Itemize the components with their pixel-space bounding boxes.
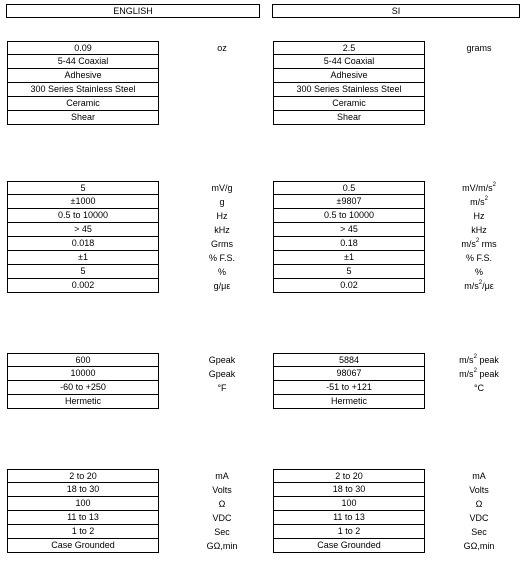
spec-unit: Gpeak <box>208 355 236 365</box>
spec-unit: Grms <box>211 239 233 249</box>
spec-value: 98067 <box>273 367 425 381</box>
spec-value: 300 Series Stainless Steel <box>273 83 425 97</box>
spec-value: 5 <box>273 265 425 279</box>
si-header: SI <box>272 4 520 18</box>
spec-unit: kHz <box>471 225 487 235</box>
spec-value: 5-44 Coaxial <box>7 55 159 69</box>
spec-value: -60 to +250 <box>7 381 159 395</box>
spec-value: Hermetic <box>7 395 159 409</box>
spec-unit: oz <box>217 43 227 53</box>
spec-value: ±1000 <box>7 195 159 209</box>
spec-value: 1 to 2 <box>7 525 159 539</box>
spec-unit: $m/s^2/\mu\varepsilon$ <box>464 280 494 291</box>
spec-value: > 45 <box>7 223 159 237</box>
spec-value: 100 <box>7 497 159 511</box>
spec-value: 2 to 20 <box>7 469 159 483</box>
spec-value: Shear <box>7 111 159 125</box>
spec-value: ±9807 <box>273 195 425 209</box>
spec-unit: VDC <box>469 513 489 523</box>
spec-unit: GΩ,min <box>206 541 238 551</box>
spec-value: 100 <box>273 497 425 511</box>
spec-unit: mV/g <box>211 183 233 193</box>
spec-unit: Volts <box>469 485 489 495</box>
spec-unit: $m/s^2$ <box>470 196 488 207</box>
spec-value: 0.02 <box>273 279 425 293</box>
spec-value: 10000 <box>7 367 159 381</box>
spec-value: Case Grounded <box>7 539 159 553</box>
spec-value: Shear <box>273 111 425 125</box>
spec-unit: % <box>217 267 226 277</box>
spec-unit: $m/s^2$ peak <box>459 354 499 365</box>
spec-unit: % <box>474 267 483 277</box>
spec-value: ±1 <box>273 251 425 265</box>
spec-value: 18 to 30 <box>273 483 425 497</box>
spec-value: 18 to 30 <box>7 483 159 497</box>
spec-unit: Hz <box>473 211 485 221</box>
spec-unit: °F <box>217 383 227 393</box>
spec-value: 5 <box>7 265 159 279</box>
spec-unit: grams <box>466 43 492 53</box>
spec-value: Adhesive <box>273 69 425 83</box>
spec-unit: Hz <box>216 211 228 221</box>
spec-unit: Ω <box>475 499 483 509</box>
spec-value: Ceramic <box>273 97 425 111</box>
spec-value: Adhesive <box>7 69 159 83</box>
spec-value: 0.18 <box>273 237 425 251</box>
spec-value: 5884 <box>273 353 425 367</box>
spec-value: 2 to 20 <box>273 469 425 483</box>
spec-unit: Gpeak <box>208 369 236 379</box>
spec-unit: $m/s^2$ peak <box>459 368 499 379</box>
spec-value: > 45 <box>273 223 425 237</box>
spec-value: Case Grounded <box>273 539 425 553</box>
spec-value: 11 to 13 <box>7 511 159 525</box>
spec-value: Hermetic <box>273 395 425 409</box>
spec-value: ±1 <box>7 251 159 265</box>
spec-value: 0.018 <box>7 237 159 251</box>
spec-unit: $mV/m/s^2$ <box>462 182 496 193</box>
spec-unit: Volts <box>212 485 232 495</box>
spec-value: 11 to 13 <box>273 511 425 525</box>
spec-value: 300 Series Stainless Steel <box>7 83 159 97</box>
spec-value: 0.5 to 10000 <box>273 209 425 223</box>
spec-value: 5 <box>7 181 159 195</box>
spec-unit: °C <box>473 383 485 393</box>
spec-value: 0.09 <box>7 41 159 55</box>
spec-unit: Sec <box>214 527 230 537</box>
spec-unit: mA <box>215 471 229 481</box>
spec-value: 600 <box>7 353 159 367</box>
spec-unit: kHz <box>214 225 230 235</box>
spec-value: 0.5 to 10000 <box>7 209 159 223</box>
spec-value: -51 to +121 <box>273 381 425 395</box>
spec-value: Ceramic <box>7 97 159 111</box>
spec-unit: % F.S. <box>465 253 492 263</box>
spec-unit: $m/s^2$ rms <box>461 238 497 249</box>
english-header: ENGLISH <box>6 4 260 18</box>
spec-value: 5-44 Coaxial <box>273 55 425 69</box>
spec-value: 0.002 <box>7 279 159 293</box>
spec-value: 0.5 <box>273 181 425 195</box>
spec-unit: Ω <box>218 499 226 509</box>
spec-unit: Sec <box>471 527 487 537</box>
spec-unit: g/με <box>213 281 231 291</box>
spec-unit: g <box>219 197 225 207</box>
spec-unit: % F.S. <box>208 253 235 263</box>
spec-value: 2.5 <box>273 41 425 55</box>
spec-unit: VDC <box>212 513 232 523</box>
spec-unit: GΩ,min <box>463 541 495 551</box>
spec-value: 1 to 2 <box>273 525 425 539</box>
spec-unit: mA <box>472 471 486 481</box>
